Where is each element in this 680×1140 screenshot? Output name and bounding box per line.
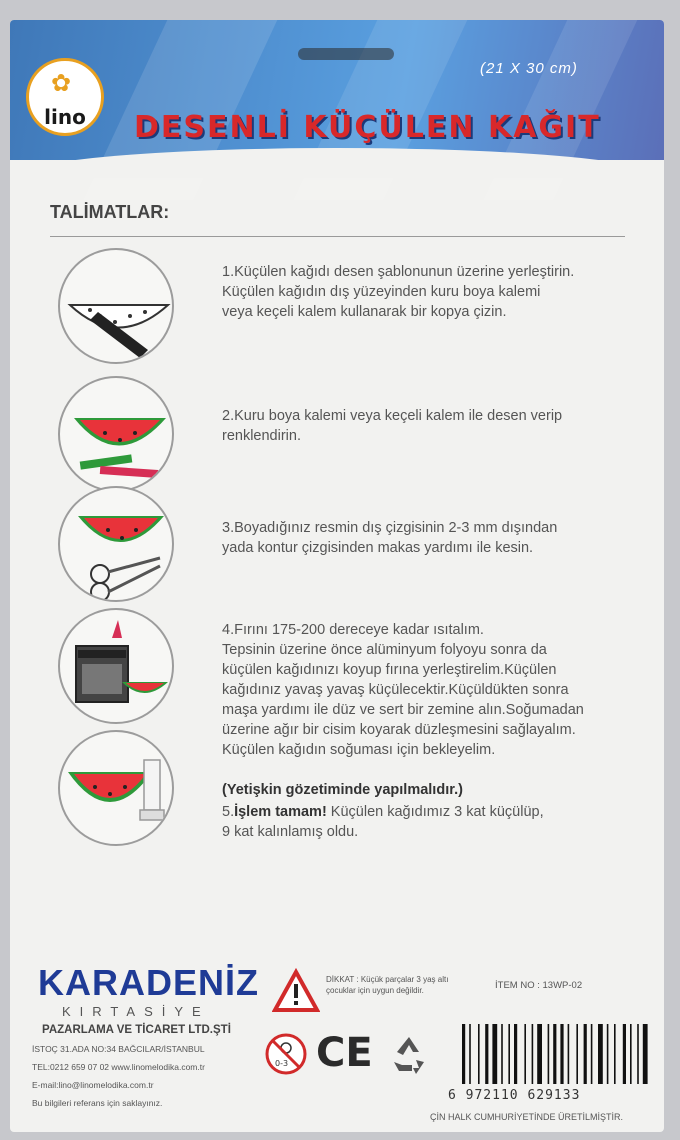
step-2-text: 2.Kuru boya kalemi veya keçeli kalem ile desen verip renklendirin. [222, 408, 563, 444]
company-name: PAZARLAMA VE TİCARET LTD.ŞTİ [42, 1024, 231, 1036]
step-5-text [222, 782, 642, 842]
step-4-text [222, 600, 642, 800]
barcode [458, 1024, 664, 1086]
age-restriction-icon [264, 1032, 308, 1076]
step-5-bold: İşlem tamam! [234, 804, 327, 820]
oven-icon [58, 608, 174, 724]
small-parts-warning: DİKKAT : Küçük parçalar 3 yaş altı çocuklar için uygun değildir. [326, 975, 449, 995]
hanger-hole [298, 48, 394, 60]
item-number: İTEM NO : 13WP-02 [495, 980, 583, 991]
company-email: E-mail:lino@linomelodika.com.tr [32, 1080, 154, 1090]
bee-icon: ✿ [51, 70, 72, 97]
step-4-body: 4.Fırını 175-200 dereceye kadar ısıtalım. Tepsinin üzerine önce alüminyum folyoyu sonra da küçülen kağıdınızı koyup fırına yerleştirelim.Küçülen kağıdınız yavaş yavaş küçülecektir.Küçüldükten sonra maşa yardımı ile düz ve sert bir zemine alın.Soğumadan üzerine ağır bir cisim koyarak düzleşmesini sağlayalım. Küçülen kağıdın soğuması için bekleyelim. [222, 622, 584, 758]
step-5-body: Küçülen kağıdımız 3 kat küçülüp, 9 kat kalınlamış oldu. [222, 804, 544, 840]
step-3-text: 3.Boyadığınız resmin dış çizgisinin 2-3 mm dışından yada kontur çizgisinden makas yardımı ile kesin. [222, 520, 558, 556]
product-card [10, 20, 664, 1132]
product-title: DESENLİ KÜÇÜLEN KAĞIT [134, 110, 601, 145]
step-5-prefix: 5. [222, 804, 235, 820]
keep-info-note: Bu bilgileri referans için saklayınız. [32, 1098, 163, 1108]
origin-note: ÇİN HALK CUMHURİYETİNDE ÜRETİLMİŞTİR. [430, 1112, 624, 1122]
finished-watermelon-icon [58, 730, 174, 846]
adult-supervision-note: (Yetişkin gözetiminde yapılmalıdır.) [222, 782, 463, 798]
cutter-on-watermelon-icon [58, 248, 174, 364]
barcode-number: 6 972110 629133 [448, 1088, 581, 1103]
colored-watermelon-icon [58, 376, 174, 492]
warning-icon [272, 968, 320, 1016]
company-address: İSTOÇ 31.ADA NO:34 BAĞCILAR/İSTANBUL [32, 1044, 205, 1054]
scissors-watermelon-icon [58, 486, 174, 602]
size-note: (21 X 30 cm) [480, 60, 578, 77]
divider [50, 236, 625, 237]
age-label: 0-3 [275, 1059, 289, 1068]
instructions-heading: TALİMATLAR: [50, 202, 170, 222]
company-phone: TEL:0212 659 07 02 www.linomelodika.com.tr [32, 1062, 205, 1072]
ce-mark-icon: CE [316, 1030, 373, 1076]
karadeniz-subtitle: KIRTASİYE [62, 1004, 210, 1019]
karadeniz-logo: KARADENİZ [38, 962, 259, 1003]
header-banner [10, 20, 664, 160]
logo-text: lino [44, 105, 86, 129]
step-1-text: 1.Küçülen kağıdı desen şablonunun üzerine yerleştirin. Küçülen kağıdın dış yüzeyinden kuru boya kalemi veya keçeli kalem kullanarak bir kopya çizin. [222, 264, 575, 320]
recycle-icon [386, 1032, 432, 1078]
lino-logo [26, 58, 104, 136]
